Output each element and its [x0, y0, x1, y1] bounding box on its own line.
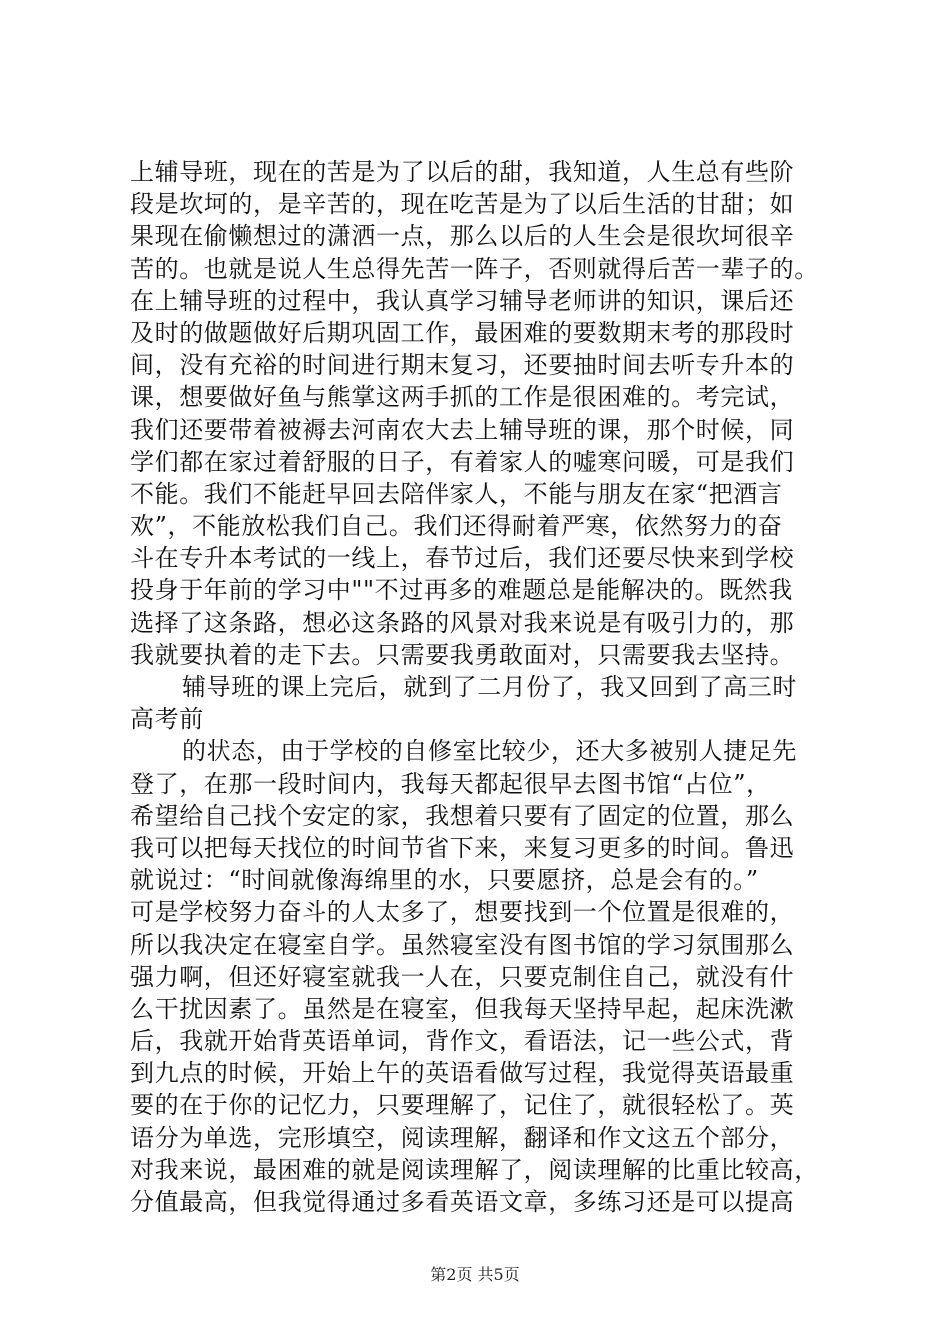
- text-line: 及时的做题做好后期巩固工作，最困难的要数期末考的那段时: [130, 318, 795, 347]
- text-line: 辅导班的课上完后，就到了二月份了，我又回到了高三时: [182, 673, 797, 701]
- text-line: 学们都在家过着舒服的日子，有着家人的嘘寒问暖，可是我们: [130, 447, 795, 476]
- text-line: 登了，在那一段时间内，我每天都起很早去图书馆“占位”，: [130, 769, 771, 798]
- text-line: 要的在于你的记忆力，只要理解了，记住了，就很轻松了。英: [130, 1091, 795, 1120]
- text-line: 后，我就开始背英语单词，背作文，看语法，记一些公式，背: [130, 1027, 795, 1056]
- text-line: 果现在偷懒想过的潇洒一点，那么以后的人生会是很坎坷很辛: [130, 222, 795, 251]
- text-line: 我就要执着的走下去。只需要我勇敢面对，只需要我去坚持。: [130, 640, 795, 669]
- text-line: 课，想要做好鱼与熊掌这两手抓的工作是很困难的。考完试，: [130, 383, 795, 412]
- text-line: 间，没有充裕的时间进行期末复习，还要抽时间去听专升本的: [130, 351, 795, 380]
- text-line: 所以我决定在寝室自学。虽然寝室没有图书馆的学习氛围那么: [130, 930, 795, 959]
- text-line: 上辅导班，现在的苦是为了以后的甜，我知道，人生总有些阶: [130, 158, 795, 186]
- text-line: 我们还要带着被褥去河南农大去上辅导班的课，那个时候，同: [130, 415, 795, 444]
- text-line: 斗在专升本考试的一线上，春节过后，我们还要尽快来到学校: [130, 544, 795, 573]
- text-line: 段是坎坷的，是辛苦的，现在吃苦是为了以后生活的甘甜；如: [130, 190, 795, 219]
- page-footer: [0, 1264, 950, 1286]
- text-line: 苦的。也就是说人生总得先苦一阵子，否则就得后苦一辈子的。: [130, 254, 819, 283]
- text-line: 希望给自己找个安定的家，我想着只要有了固定的位置，那么: [130, 801, 795, 830]
- text-line: 高考前: [130, 705, 204, 734]
- text-line: 分值最高，但我觉得通过多看英语文章，多练习还是可以提高: [130, 1188, 795, 1216]
- text-line: 就说过：“时间就像海绵里的水，只要愿挤，总是会有的。”: [130, 866, 759, 895]
- text-line: 么干扰因素了。虽然是在寝室，但我每天坚持早起，起床洗漱: [130, 994, 795, 1023]
- text-line: 语分为单选，完形填空，阅读理解，翻译和作文这五个部分，: [130, 1123, 795, 1152]
- text-line: 欢”，不能放松我们自己。我们还得耐着严寒，依然努力的奋: [130, 512, 783, 541]
- page-number: 第2页 共5页: [430, 1265, 520, 1284]
- text-line: 的状态，由于学校的自修室比较少，还大多被别人捷足先: [182, 737, 797, 766]
- text-line: 到九点的时候，开始上午的英语看做写过程，我觉得英语最重: [130, 1059, 795, 1088]
- text-line: 在上辅导班的过程中，我认真学习辅导老师讲的知识，课后还: [130, 286, 795, 315]
- text-line: 选择了这条路，想必这条路的风景对我来说是有吸引力的，那: [130, 608, 795, 637]
- text-line: 强力啊，但还好寝室就我一人在，只要克制住自己，就没有什: [130, 962, 795, 991]
- text-line: 可是学校努力奋斗的人太多了，想要找到一个位置是很难的，: [130, 898, 795, 927]
- text-line: 投身于年前的学习中""不过再多的难题总是能解决的。既然我: [130, 576, 793, 605]
- text-line: 对我来说，最困难的就是阅读理解了，阅读理解的比重比较高，: [130, 1155, 819, 1184]
- text-line: 我可以把每天找位的时间节省下来，来复习更多的时间。鲁迅: [130, 833, 795, 862]
- body-text: [130, 156, 850, 1218]
- text-line: 不能。我们不能赶早回去陪伴家人，不能与朋友在家“把酒言: [130, 479, 783, 508]
